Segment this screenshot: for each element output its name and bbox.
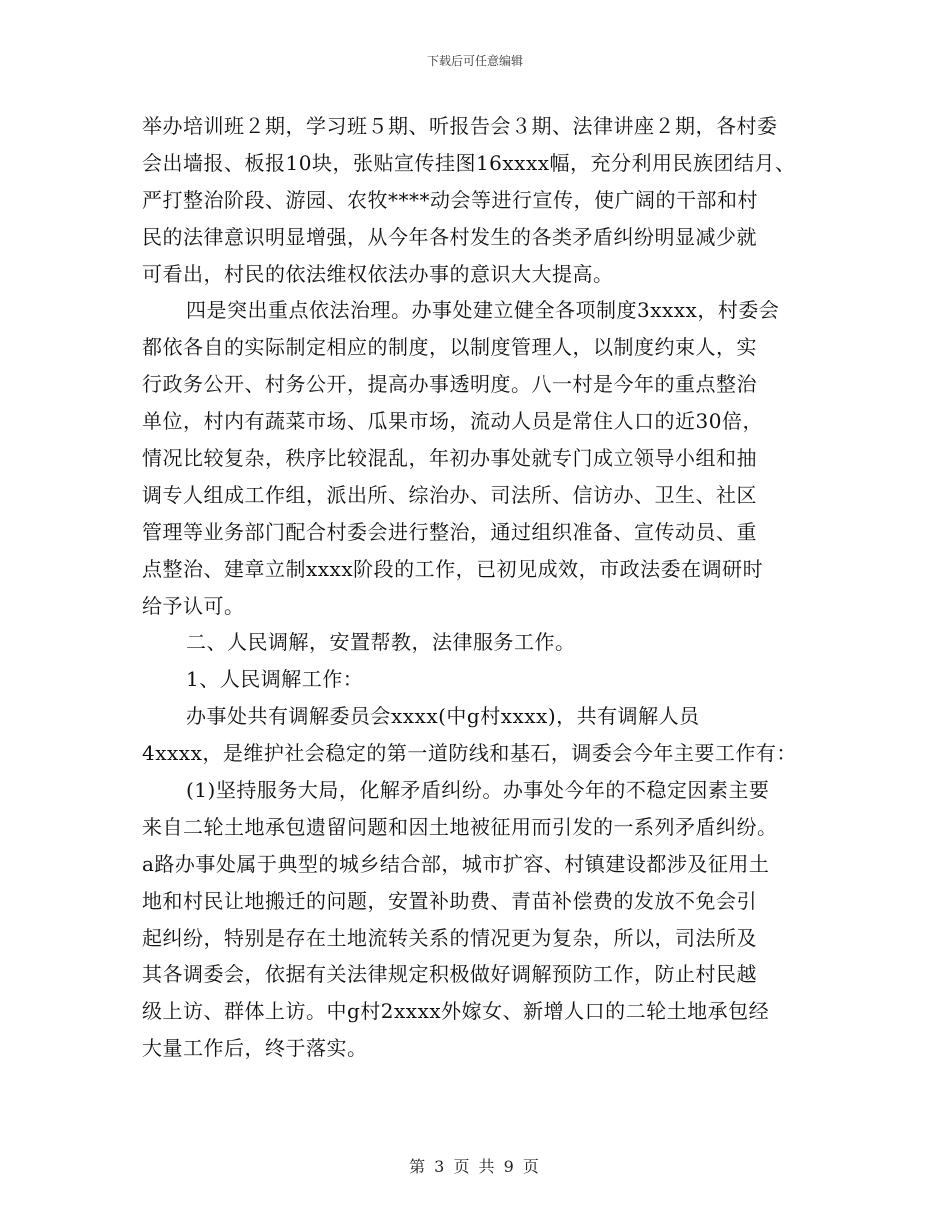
text-line: 其各调委会，依据有关法律规定积极做好调解预防工作，防止村民越	[142, 962, 757, 987]
text-line: 都依各自的实际制定相应的制度，以制度管理人，以制度约束人，实	[142, 335, 757, 360]
text-line: 起纠纷，特别是存在土地流转关系的情况更为复杂，所以，司法所及	[142, 925, 757, 950]
text-line: a路办事处属于典型的城乡结合部，城市扩容、村镇建设都涉及征用土	[142, 851, 770, 876]
text-line: 大量工作后，终于落实。	[142, 1036, 368, 1061]
document-body	[142, 108, 842, 1067]
text-line: 可看出，村民的依法维权依法办事的意识大大提高。	[142, 261, 614, 286]
text-line: 管理等业务部门配合村委会进行整治，通过组织准备、宣传动员、重	[142, 519, 757, 544]
text-line: 调专人组成工作组，派出所、综治办、司法所、信访办、卫生、社区	[142, 482, 757, 507]
page-footer: 第 3 页 共 9 页	[409, 1157, 541, 1176]
text-line: 来自二轮土地承包遗留问题和因土地被征用而引发的一系列矛盾纠纷。	[142, 814, 778, 839]
text-line: (1)坚持服务大局，化解矛盾纠纷。办事处今年的不稳定因素主要	[186, 778, 770, 803]
text-line: 地和村民让地搬迁的问题，安置补助费、青苗补偿费的发放不免会引	[142, 888, 757, 913]
text-line: 点整治、建章立制xxxx阶段的工作，已初见成效，市政法委在调研时	[142, 556, 764, 581]
text-line: 会出墙报、板报10块，张贴宣传挂图16xxxx幅，充分利用民族团结月、	[142, 150, 796, 175]
text-line: 行政务公开、村务公开，提高办事透明度。八一村是今年的重点整治	[142, 372, 757, 397]
text-line: 4xxxx，是维护社会稳定的第一道防线和基石，调委会今年主要工作有：	[142, 741, 797, 766]
text-line: 情况比较复杂，秩序比较混乱，年初办事处就专门成立领导小组和抽	[142, 446, 757, 471]
text-line: 级上访、群体上访。中g村2xxxx外嫁女、新增人口的二轮土地承包经	[142, 999, 770, 1024]
text-line: 单位，村内有蔬菜市场、瓜果市场，流动人员是常住人口的近30倍，	[142, 409, 763, 434]
text-line: 办事处共有调解委员会xxxx(中g村xxxx)，共有调解人员	[186, 704, 700, 729]
text-line: 二、人民调解，安置帮教，法律服务工作。	[186, 630, 576, 655]
text-line: 给予认可。	[142, 593, 245, 618]
text-line: 民的法律意识明显增强，从今年各村发生的各类矛盾纠纷明显减少就	[142, 224, 757, 249]
text-line: 严打整治阶段、游园、农牧****动会等进行宣传，使广阔的干部和村	[142, 187, 758, 212]
page-header: 下载后可任意编辑	[426, 54, 523, 68]
text-line: 举办培训班２期，学习班５期、听报告会３期、法律讲座２期，各村委	[142, 114, 778, 138]
text-line: 1、人民调解工作：	[186, 667, 364, 692]
text-line: 四是突出重点依法治理。办事处建立健全各项制度3xxxx，村委会	[186, 298, 780, 323]
